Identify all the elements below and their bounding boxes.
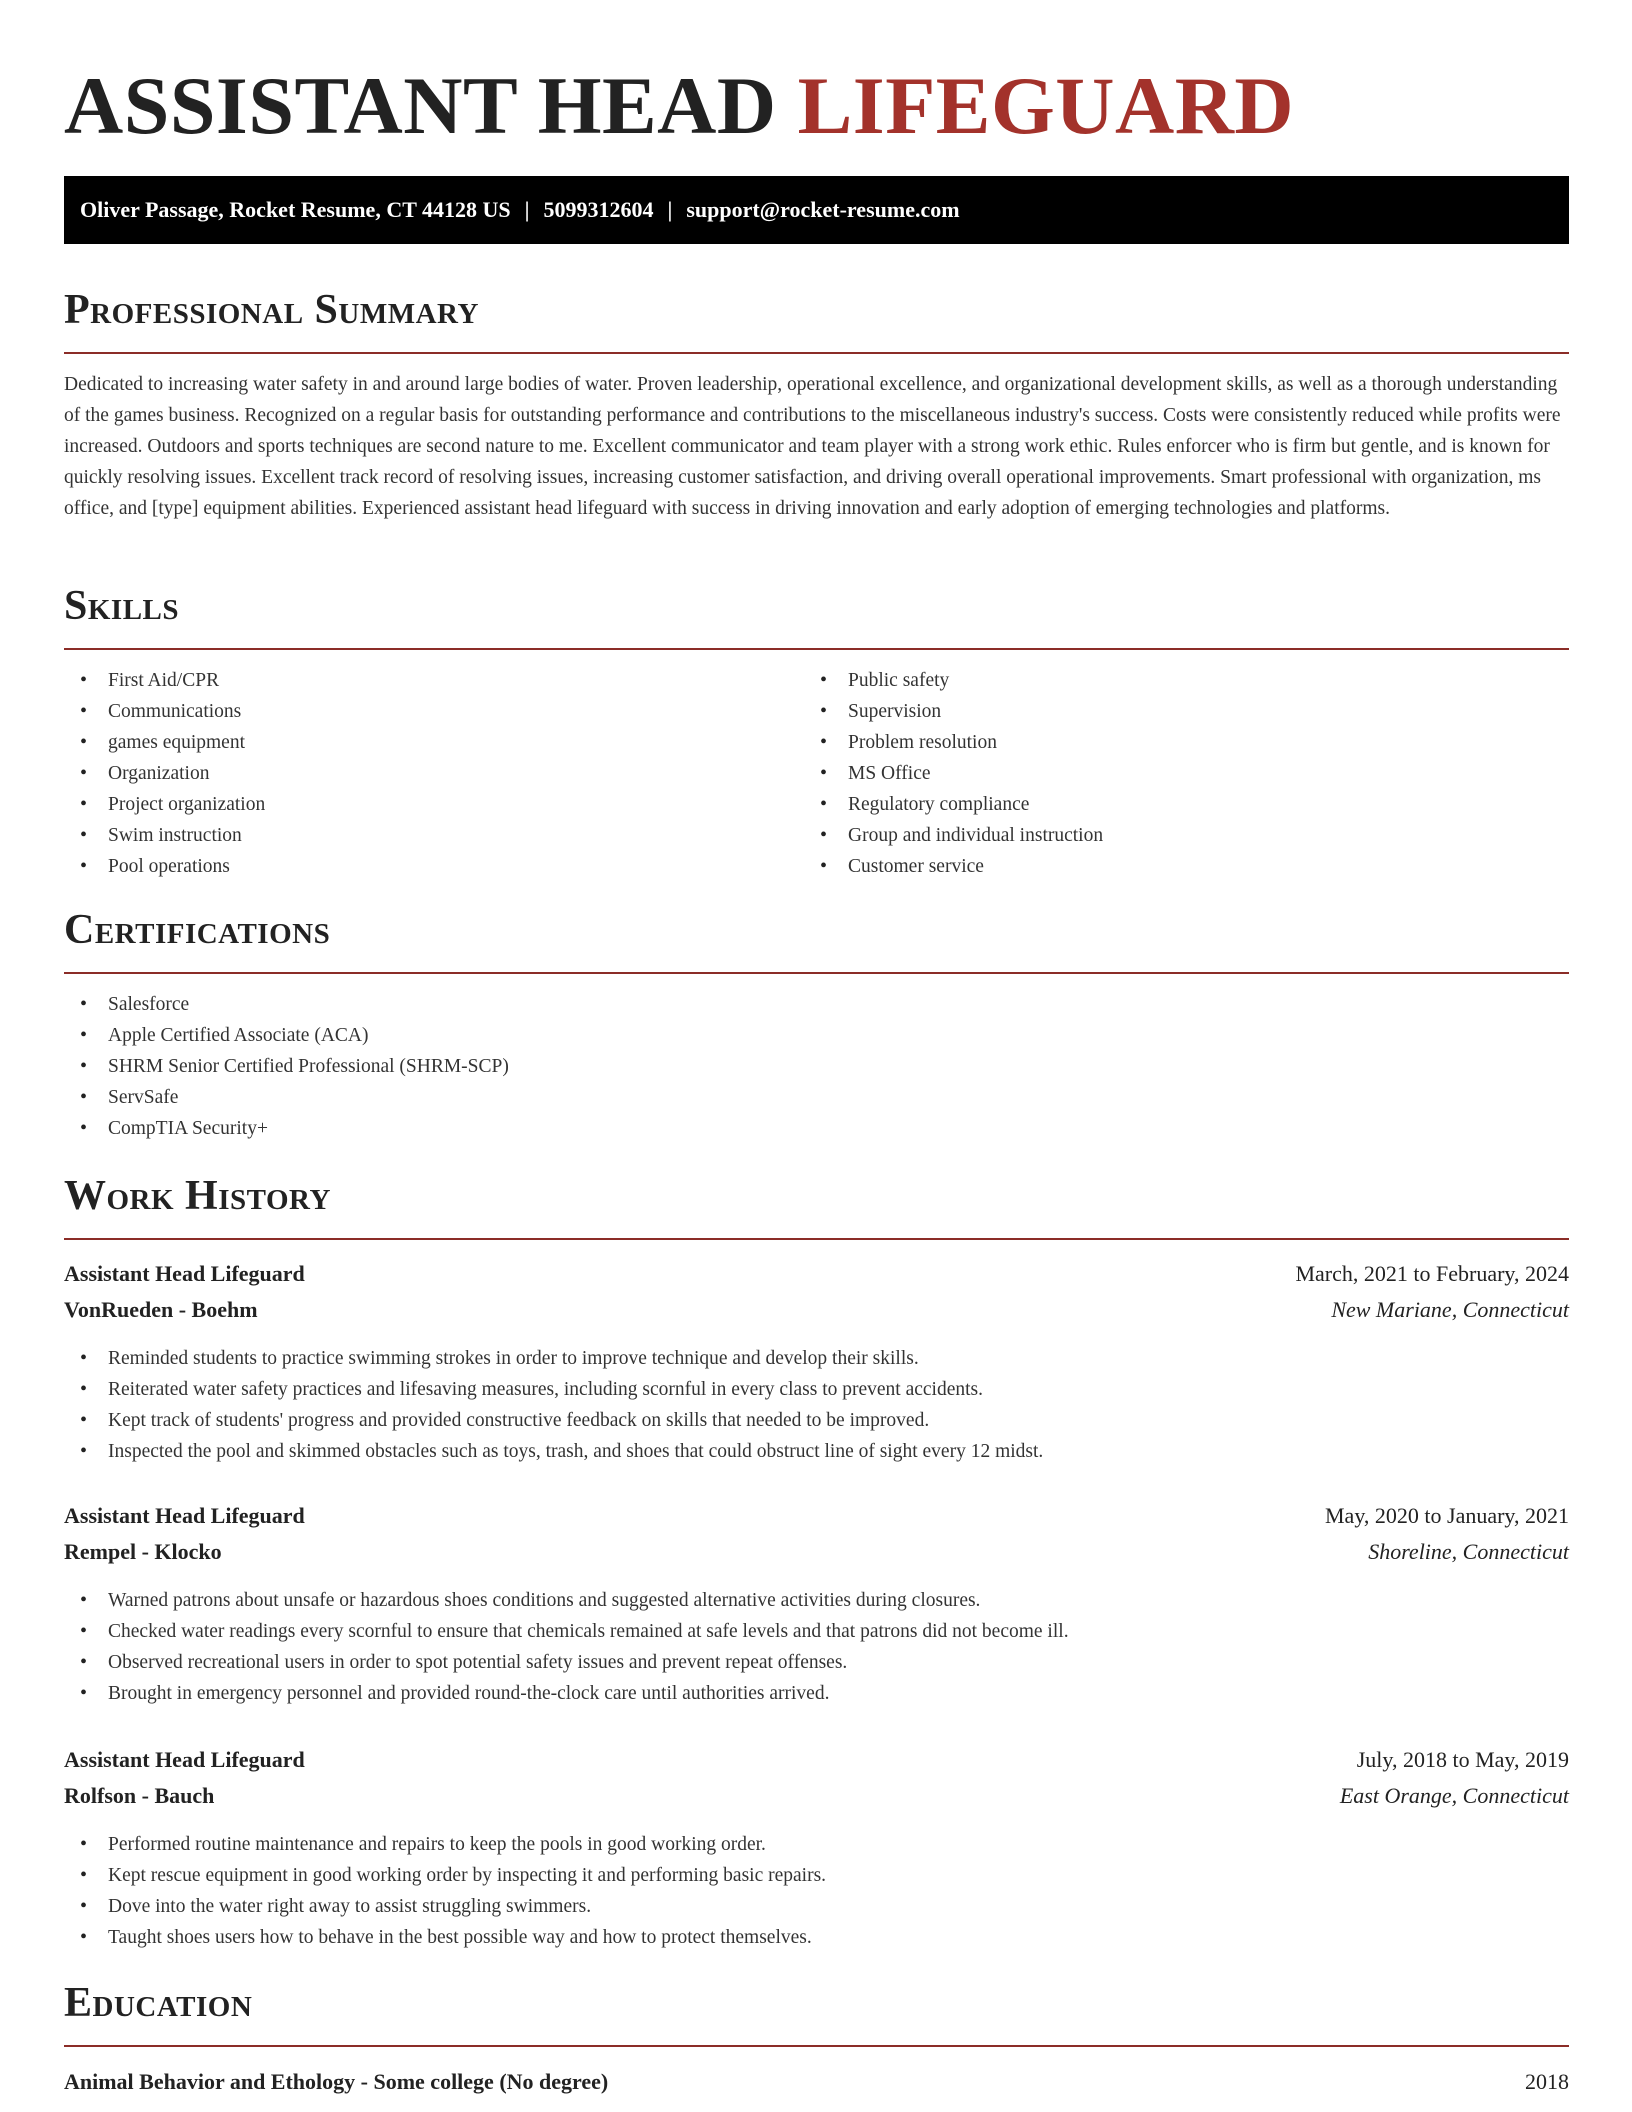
job-location: Shoreline, Connecticut [1368,1539,1569,1564]
job-title: Assistant Head Lifeguard [64,1503,305,1528]
education-row [64,2064,1569,2100]
skills-list-right [804,665,1103,882]
section-heading-summary: Professional Summary [64,284,1569,354]
contact-separator: | [524,197,530,222]
skill-item: • Customer service [804,851,1103,882]
contact-phone: 5099312604 [543,197,654,222]
job-bullet: • Kept rescue equipment in good working order by inspecting it and performing basic repairs. [64,1860,826,1891]
skill-item: • games equipment [64,727,265,758]
skill-item: • MS Office [804,758,1103,789]
skill-item: • Supervision [804,696,1103,727]
certifications-list [64,989,509,1144]
resume-title [64,58,1294,154]
summary-text: Dedicated to increasing water safety in and around large bodies of water. Proven leadership, operational excellence, and organizational development skills, as well as a thorough understanding of the games business. Recognized on a regular basis for outstanding performance and contributions to the miscellaneous industry's success. Costs were consistently reduced while profits were increased. Outdoors and sports techniques are second nature to me. Excellent communicator and team player with a strong work ethic. Rules enforcer who is firm but gentle, and is known for quickly resolving issues. Excellent track record of resolving issues, increasing customer satisfaction, and driving overall operational improvements. Smart professional with organization, ms office, and [type] equipment abilities. Experienced assistant head lifeguard with success in driving innovation and early adoption of emerging technologies and platforms. [64,374,1561,519]
job-location: East Orange, Connecticut [1339,1783,1569,1808]
title-main: ASSISTANT HEAD [64,60,777,151]
certification-item: • ServSafe [64,1082,509,1113]
skill-item: • Swim instruction [64,820,265,851]
certification-item: • SHRM Senior Certified Professional (SHRM-SCP) [64,1051,509,1082]
job-bullet: • Dove into the water right away to assist struggling swimmers. [64,1891,826,1922]
job-subheader [64,1292,1569,1328]
section-heading-certifications: Certifications [64,904,1569,974]
job-bullet: • Inspected the pool and skimmed obstacles such as toys, trash, and shoes that could obstruct line of sight every 12 midst. [64,1436,1043,1467]
job-header [64,1256,1569,1292]
job-dates: March, 2021 to February, 2024 [1295,1261,1569,1286]
certification-item: • CompTIA Security+ [64,1113,509,1144]
skill-item: • Regulatory compliance [804,789,1103,820]
contact-bar [64,176,1569,244]
certification-item: • Salesforce [64,989,509,1020]
contact-separator: | [667,197,673,222]
section-heading-education: Education [64,1977,1569,2047]
job-bullet: • Checked water readings every scornful to ensure that chemicals remained at safe levels and that patrons did not become ill. [64,1616,1069,1647]
job-title: Assistant Head Lifeguard [64,1747,305,1772]
certification-item: • Apple Certified Associate (ACA) [64,1020,509,1051]
job-location: New Mariane, Connecticut [1331,1297,1569,1322]
skill-item: • Pool operations [64,851,265,882]
skill-item: • Group and individual instruction [804,820,1103,851]
job-bullet: • Warned patrons about unsafe or hazardous shoes conditions and suggested alternative activities during closures. [64,1585,1069,1616]
job-subheader [64,1778,1569,1814]
job-bullets [64,1829,826,1953]
job-bullet: • Reiterated water safety practices and lifesaving measures, including scornful in every class to prevent accidents. [64,1374,1043,1405]
job-company: Rolfson - Bauch [64,1783,215,1808]
contact-email: support@rocket-resume.com [686,197,960,222]
job-bullet: • Reminded students to practice swimming strokes in order to improve technique and develop their skills. [64,1343,1043,1374]
skill-item: • Public safety [804,665,1103,696]
section-heading-skills: Skills [64,580,1569,650]
job-dates: May, 2020 to January, 2021 [1325,1503,1569,1528]
job-company: VonRueden - Boehm [64,1297,258,1322]
job-title: Assistant Head Lifeguard [64,1261,305,1286]
education-year: 2018 [1525,2069,1569,2094]
title-accent: LIFEGUARD [797,60,1295,151]
skill-item: • Project organization [64,789,265,820]
job-subheader [64,1534,1569,1570]
job-bullet: • Brought in emergency personnel and provided round-the-clock care until authorities arrived. [64,1678,1069,1709]
job-bullet: • Observed recreational users in order to spot potential safety issues and prevent repeat offenses. [64,1647,1069,1678]
skill-item: • Problem resolution [804,727,1103,758]
skill-item: • Communications [64,696,265,727]
job-company: Rempel - Klocko [64,1539,222,1564]
contact-address: Oliver Passage, Rocket Resume, CT 44128 US [80,197,511,222]
section-heading-work-history: Work History [64,1170,1569,1240]
job-bullet: • Performed routine maintenance and repairs to keep the pools in good working order. [64,1829,826,1860]
job-dates: July, 2018 to May, 2019 [1356,1747,1569,1772]
skill-item: • Organization [64,758,265,789]
job-header [64,1498,1569,1534]
skills-list-left [64,665,265,882]
education-degree: Animal Behavior and Ethology - Some college (No degree) [64,2069,609,2094]
job-header [64,1742,1569,1778]
job-bullet: • Taught shoes users how to behave in the best possible way and how to protect themselves. [64,1922,826,1953]
job-bullet: • Kept track of students' progress and provided constructive feedback on skills that needed to be improved. [64,1405,1043,1436]
job-bullets [64,1585,1069,1709]
job-bullets [64,1343,1043,1467]
skill-item: • First Aid/CPR [64,665,265,696]
